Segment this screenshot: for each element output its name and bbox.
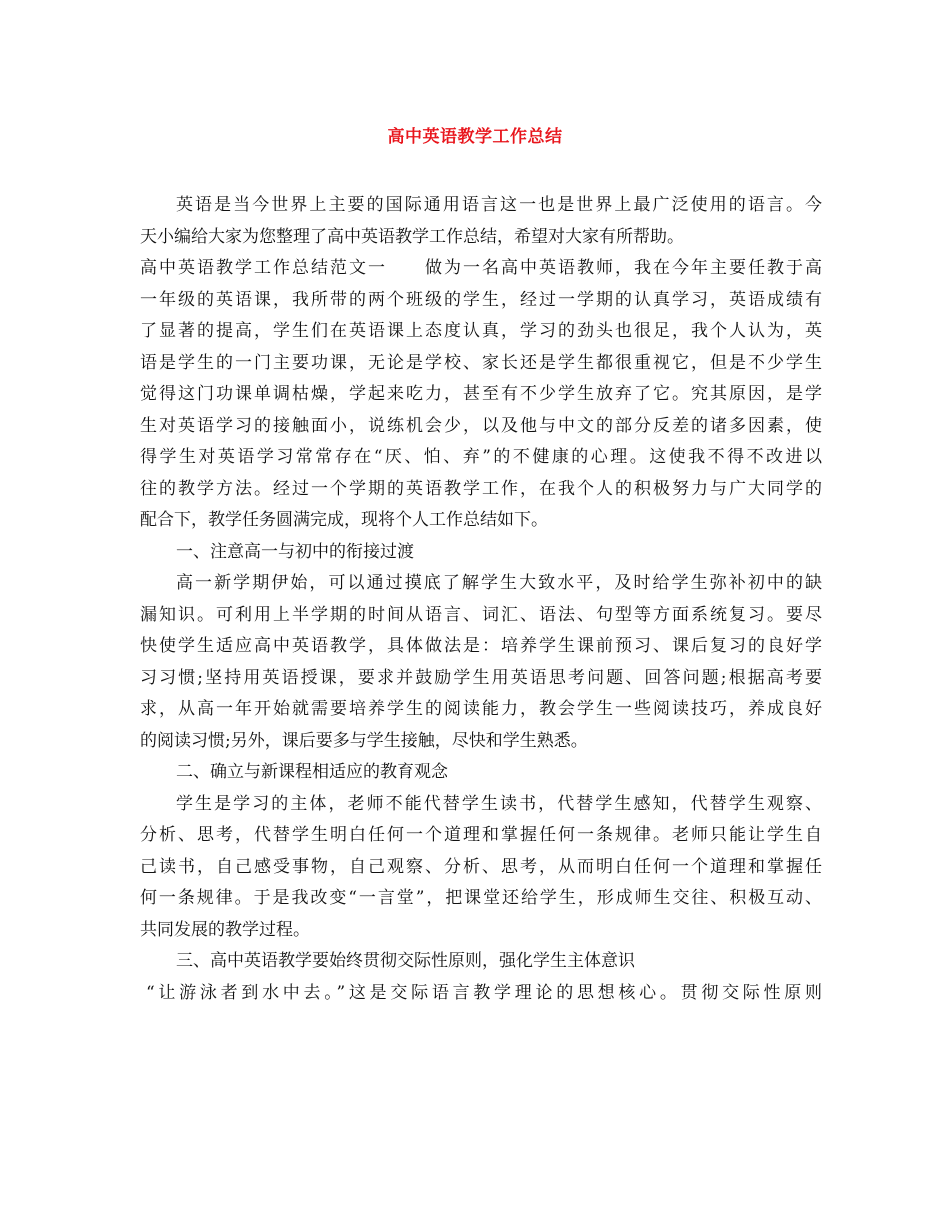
text-line: “让游泳者到水中去。”这是交际语言教学理论的思想核心。贯彻交际性原则 [146, 982, 822, 1003]
text-line: 往的教学方法。经过一个学期的英语教学工作，在我个人的积极努力与广大同学的 [140, 478, 822, 499]
text-line: 配合下，教学任务圆满完成，现将个人工作总结如下。 [140, 510, 548, 530]
text-line: 漏知识。可利用上半学期的时间从语言、词汇、语法、句型等方面系统复习。要尽 [140, 604, 822, 625]
text-line: 了显著的提高，学生们在英语课上态度认真，学习的劲头也很足，我个人认为，英 [140, 321, 822, 341]
text-line: 得学生对英语学习常常存在“厌、怕、弃”的不健康的心理。这使我不得不改进以 [140, 447, 822, 467]
text-line: 己读书，自己感受事物，自己观察、分析、思考，从而明白任何一个道理和掌握任 [140, 856, 822, 877]
text-line: 觉得这门功课单调枯燥，学起来吃力，甚至有不少学生放弃了它。究其原因，是学 [140, 384, 822, 404]
text-line: 求，从高一年开始就需要培养学生的阅读能力，教会学生一些阅读技巧，养成良好 [140, 699, 822, 719]
text-line: 学生是学习的主体，老师不能代替学生读书，代替学生感知，代替学生观察、 [176, 793, 822, 814]
text-line: 英语是当今世界上主要的国际通用语言这一也是世界上最广泛使用的语言。今 [176, 195, 822, 215]
text-line: 一年级的英语课，我所带的两个班级的学生，经过一学期的认真学习，英语成绩有 [140, 289, 822, 310]
text-line: 快使学生适应高中英语教学，具体做法是：培养学生课前预习、课后复习的良好学 [140, 636, 822, 656]
document-body [140, 190, 822, 1009]
text-line: 的阅读习惯;另外，课后要多与学生接触，尽快和学生熟悉。 [140, 730, 588, 751]
text-line: 高一新学期伊始，可以通过摸底了解学生大致水平，及时给学生弥补初中的缺 [176, 573, 822, 593]
text-line: 二、确立与新课程相适应的教育观念 [176, 762, 448, 782]
text-line: 共同发展的教学过程。 [140, 919, 310, 940]
text-line: 高中英语教学工作总结范文一 做为一名高中英语教师，我在今年主要任教于高 [140, 258, 822, 278]
text-line: 习习惯;坚持用英语授课，要求并鼓励学生用英语思考问题、回答问题;根据高考要 [140, 667, 822, 688]
text-line: 三、高中英语教学要始终贯彻交际性原则，强化学生主体意识 [176, 951, 635, 971]
text-line: 天小编给大家为您整理了高中英语教学工作总结，希望对大家有所帮助。 [140, 226, 684, 247]
text-line: 何一条规律。于是我改变“一言堂”，把课堂还给学生，形成师生交往、积极互动、 [140, 888, 822, 908]
text-line: 分析、思考，代替学生明白任何一个道理和掌握任何一条规律。老师只能让学生自 [140, 825, 822, 845]
text-line: 生对英语学习的接触面小，说练机会少，以及他与中文的部分反差的诸多因素，使 [140, 415, 822, 436]
text-line: 语是学生的一门主要功课，无论是学校、家长还是学生都很重视它，但是不少学生 [140, 352, 822, 373]
text-line: 一、注意高一与初中的衔接过渡 [176, 541, 414, 562]
document-title: 高中英语教学工作总结 [387, 127, 563, 147]
